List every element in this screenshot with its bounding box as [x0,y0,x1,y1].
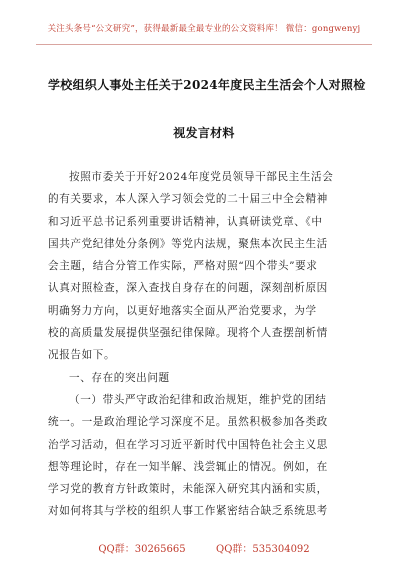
body-line: 治学习活动，但在学习习近平新时代中国特色社会主义思 [48,438,328,451]
footer-contact [0,540,408,555]
body-line: 国共产党纪律处分条例》等党内法规，聚焦本次民主生活 [48,237,328,250]
body-line: 认真对照检查，深入查找自身存在的问题，深刻剖析原因 [48,282,328,295]
header-notice: 关注头条号“公文研究”，获得最新最全最专业的公文资料库！ 微信：gongwenyj [47,24,361,34]
body-line: 会主题，结合分管工作实际，严格对照“四个带头”要求 [48,260,318,273]
body-line: 对如何将其与学校的组织人事工作紧密结合缺乏系统思考 [48,505,328,518]
body-line: 学习党的教育方针政策时，未能深入研究其内涵和实质， [48,483,328,496]
body-line: 和习近平总书记系列重要讲话精神，认真研读党章、《中 [48,215,323,228]
document-title-line-1: 学校组织人事处主任关于2024年度民主生活会个人对照检 [48,78,366,92]
body-line: 按照市委关于开好2024年度党员领导干部民主生活会 [69,171,334,183]
body-line: 况报告如下。 [48,349,116,362]
body-line: 想等理论时，存在一知半解、浅尝辄止的情况。例如，在 [48,460,328,473]
body-line: 统一。一是政治理论学习深度不足。虽然积极参加各类政 [48,416,328,429]
body-line: 明确努力方向，以更好地落实全面从严治党要求，为学 [48,304,317,317]
section-heading: 一、存在的突出问题 [69,371,170,384]
subsection-heading: （一）带头严守政治纪律和政治规矩，维护党的团结 [69,393,327,406]
body-line: 校的高质量发展提供坚强纪律保障。现将个人查摆剖析情 [48,327,328,340]
footer-qq-group-1: QQ群：30265665 [98,544,186,555]
body-line: 的有关要求，本人深入学习领会党的二十届三中全会精神 [48,193,328,206]
document-body [48,166,360,523]
footer-qq-group-2: QQ群：535304092 [216,544,310,555]
document-title-line-2: 视发言材料 [173,126,235,140]
header-divider [36,44,372,45]
